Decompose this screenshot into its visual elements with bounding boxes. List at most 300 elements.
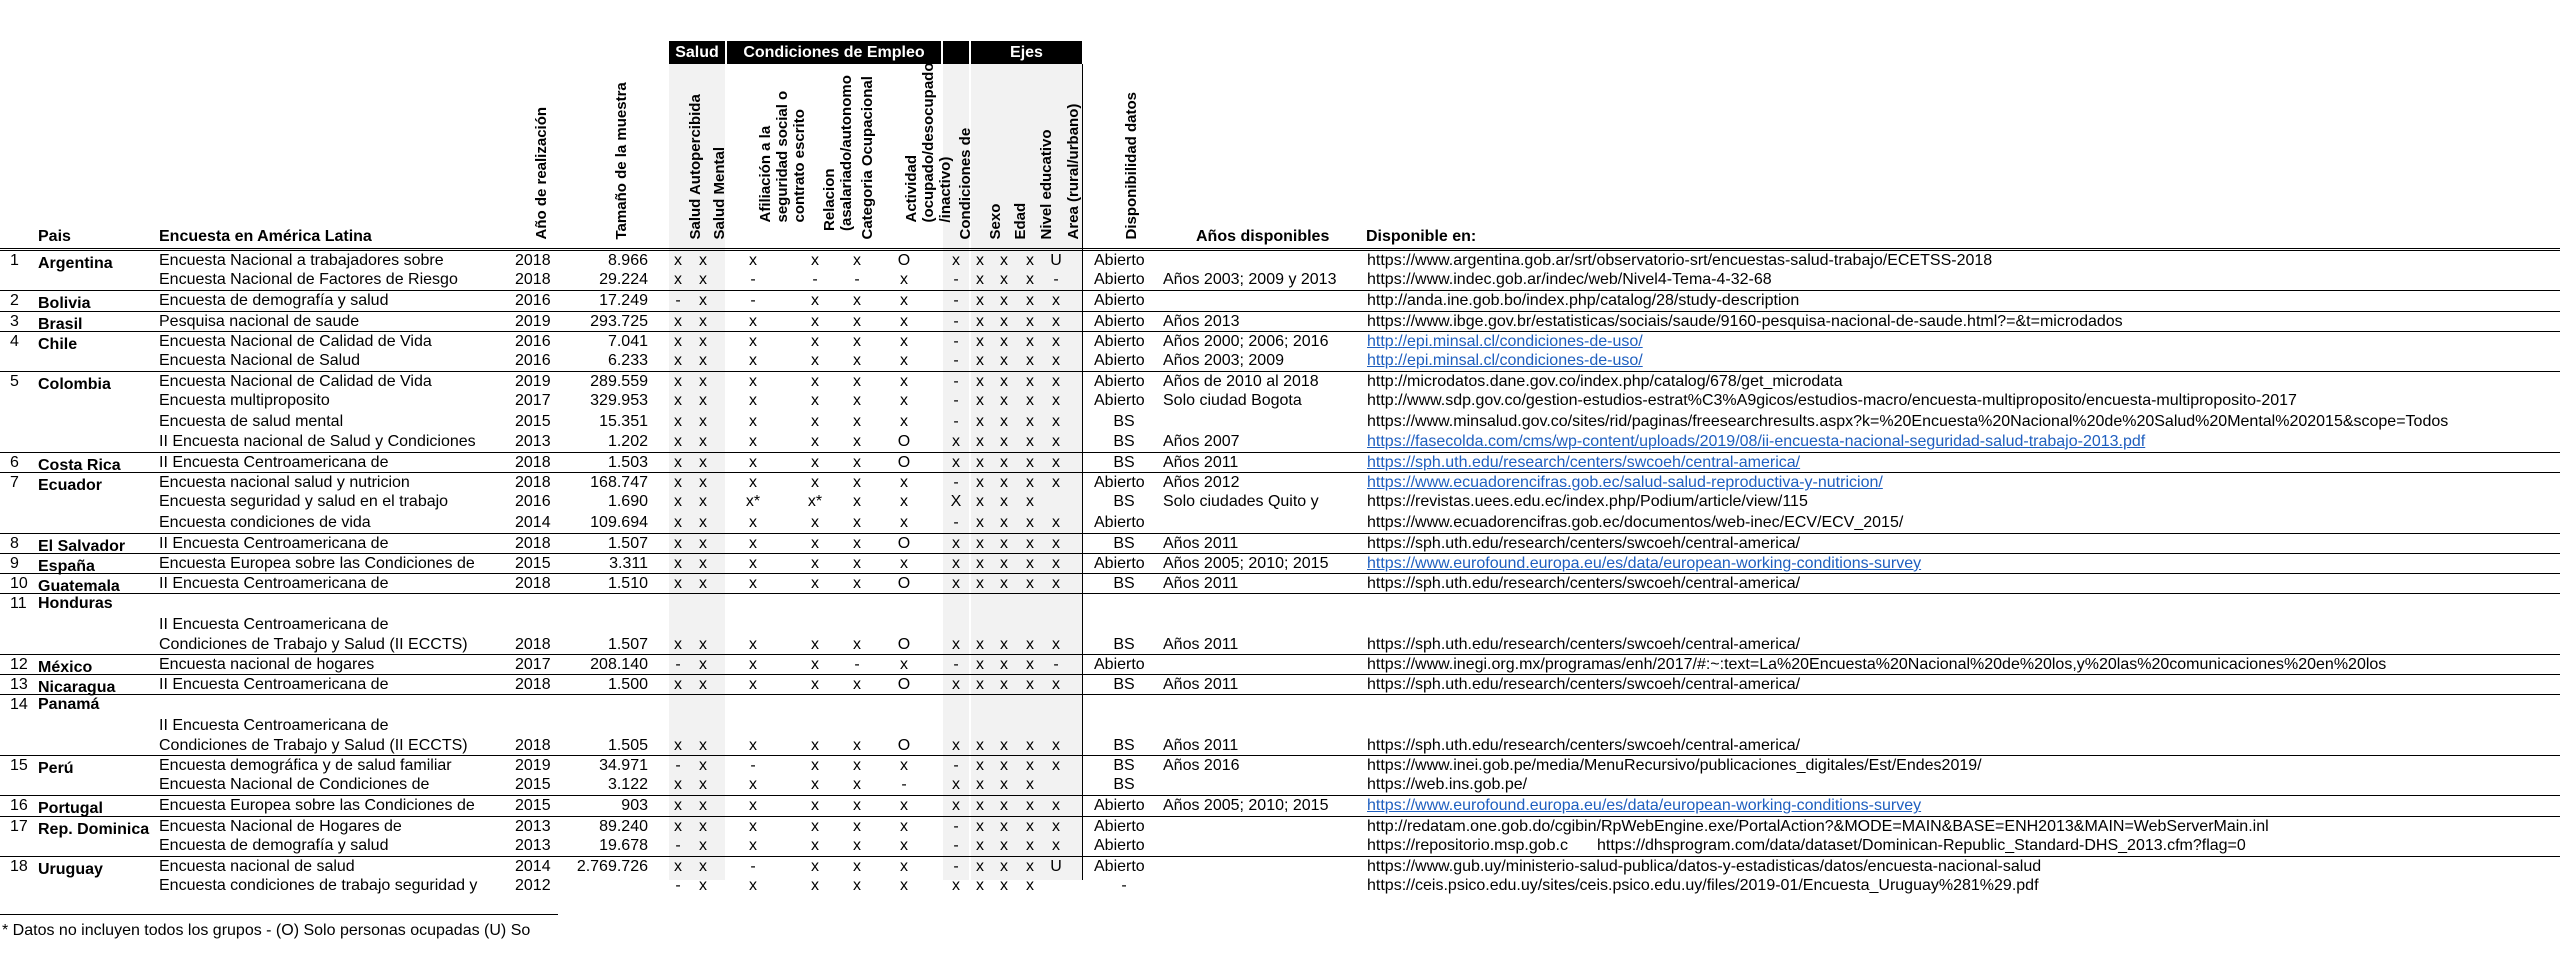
available-years: Solo ciudad Bogota [1163, 392, 1302, 410]
indicator-cell: x [699, 412, 707, 430]
indicator-cell: x [674, 817, 682, 835]
indicator-cell: x [699, 454, 707, 471]
indicator-cell: x [853, 252, 861, 269]
indicator-cell: x [811, 332, 819, 350]
survey-name: Encuesta de demografía y salud [159, 292, 389, 310]
indicator-cell: x [1000, 877, 1008, 895]
indicator-cell: x [811, 656, 819, 673]
indicator-cell: x [1026, 392, 1034, 410]
source-url: https://sph.uth.edu/research/centers/swcoeh/central-america/ [1367, 534, 1801, 552]
indicator-cell: x [674, 392, 682, 410]
indicator-cell: x [811, 817, 819, 835]
indicator-cell: x [853, 858, 861, 875]
indicator-cell: x [1000, 312, 1008, 330]
indicator-cell: x [699, 555, 707, 572]
indicator-cell: x [853, 575, 861, 593]
sample-size: 7.041 [607, 332, 648, 350]
indicator-cell: x [1052, 332, 1060, 350]
indicator-cell: x [699, 776, 707, 794]
table-row [0, 513, 2560, 533]
source-url: https://www.minsalud.gov.co/sites/rid/paginas/freesearchresults.aspx?k=%20Encuesta%20Nacional%20de%20Salud%20Mental%202015&scope=Todos [1367, 412, 2449, 430]
indicator-cell: x [699, 352, 707, 369]
indicator-cell: x [811, 352, 819, 369]
survey-name: Encuesta multiproposito [159, 392, 330, 410]
available-years: Años 2011 [1163, 534, 1239, 552]
indicator-cell: x [853, 817, 861, 835]
indicator-cell: x [674, 534, 682, 552]
indicator-cell: O [897, 432, 911, 450]
sample-size: 3.311 [609, 555, 648, 572]
indicator-cell: x [853, 352, 861, 369]
sample-size: 1.503 [607, 454, 648, 471]
available-years: Años 2003; 2009 y 2013 [1163, 271, 1337, 289]
sample-size: 8.966 [607, 252, 648, 269]
availability: Abierto [1094, 252, 1145, 269]
indicator-cell: x [1052, 555, 1060, 572]
indicator-cell: x [1000, 797, 1008, 815]
survey-name: Encuesta nacional de hogares [159, 656, 375, 673]
indicator-cell: x [1052, 836, 1060, 854]
indicator-cell: x [1000, 555, 1008, 572]
indicator-cell: x [853, 676, 861, 694]
indicator-cell: x [811, 757, 819, 774]
indicator-cell: x [853, 474, 861, 492]
survey-name: Encuesta de salud mental [159, 412, 344, 430]
sample-size: 15.351 [599, 412, 648, 430]
indicator-cell: x [674, 373, 682, 391]
source-link[interactable]: https://www.eurofound.europa.eu/es/data/european-working-conditions-survey [1367, 555, 1922, 572]
indicator-cell: x [853, 493, 861, 511]
survey-year: 2016 [515, 493, 551, 511]
row-number: 4 [10, 332, 19, 350]
indicator-cell: x [853, 432, 861, 450]
source-url: https://sph.uth.edu/research/centers/swcoeh/central-america/ [1367, 676, 1801, 694]
country-name: Panamá [38, 696, 100, 714]
indicator-cell: x [952, 252, 960, 269]
indicator-cell: x [674, 736, 682, 754]
survey-name-cont: Condiciones de Trabajo y Salud (II ECCTS) [159, 635, 468, 653]
indicator-cell: - [750, 292, 756, 310]
table-row [0, 472, 2560, 493]
header-pais: Pais [38, 228, 71, 245]
indicator-cell: x [900, 474, 908, 492]
indicator-cell: x [749, 877, 757, 895]
country-name: Perú [38, 760, 74, 777]
indicator-cell: O [897, 575, 911, 593]
sample-size: 89.240 [599, 817, 648, 835]
source-url: https://sph.uth.edu/research/centers/swcoeh/central-america/ [1367, 736, 1801, 754]
indicator-cell: x [1000, 252, 1008, 269]
indicator-cell: x [1026, 412, 1034, 430]
survey-name: Encuesta Nacional de Hogares de [159, 817, 402, 835]
indicator-cell: x [1052, 412, 1060, 430]
source-link[interactable]: https://www.ecuadorencifras.gob.ec/salud-salud-reproductiva-y-nutricion/ [1367, 474, 1883, 492]
source-link[interactable]: http://epi.minsal.cl/condiciones-de-uso/ [1367, 352, 1643, 369]
indicator-cell: x [976, 513, 984, 531]
availability: BS [1113, 412, 1135, 430]
availability: Abierto [1094, 332, 1145, 350]
indicator-cell: x [699, 575, 707, 593]
country-name: Honduras [38, 595, 113, 613]
indicator-cell: x [811, 373, 819, 391]
survey-year: 2014 [515, 513, 551, 531]
indicator-cell: x [1000, 757, 1008, 774]
indicator-cell: x [1026, 656, 1034, 673]
indicator-cell: x [1026, 373, 1034, 391]
indicator-cell: x [749, 332, 757, 350]
available-years: Solo ciudades Quito y [1163, 493, 1319, 511]
indicator-cell: - [953, 352, 959, 369]
indicator-cell: x [976, 252, 984, 269]
indicator-cell: x [900, 271, 908, 289]
indicator-cell: x [811, 776, 819, 794]
indicator-cell: x [749, 454, 757, 471]
source-url: https://web.ins.gob.pe/ [1367, 776, 1528, 794]
indicator-cell: x [976, 555, 984, 572]
indicator-cell: x [1052, 392, 1060, 410]
header-salud-mental: Salud Mental [711, 146, 728, 240]
country-name: El Salvador [38, 537, 126, 555]
indicator-cell: x [1026, 676, 1034, 694]
available-years: Años 2013 [1163, 312, 1240, 330]
indicator-cell: O [897, 635, 911, 653]
availability: BS [1113, 454, 1135, 471]
indicator-cell: x [976, 676, 984, 694]
indicator-cell: x [674, 635, 682, 653]
survey-year: 2015 [515, 555, 551, 572]
table-row [0, 755, 2560, 776]
sample-size: 1.505 [607, 736, 648, 754]
row-number: 12 [10, 656, 28, 673]
survey-name: II Encuesta Centroamericana de [159, 676, 389, 694]
indicator-cell: x [1026, 312, 1034, 330]
indicator-cell: x [699, 836, 707, 854]
indicator-cell: x [699, 877, 707, 895]
indicator-cell: x [900, 555, 908, 572]
indicator-cell: x [900, 332, 908, 350]
indicator-cell: x [674, 412, 682, 430]
indicator-cell: x [976, 776, 984, 794]
country-name: Brasil [38, 315, 83, 333]
indicator-cell: x [976, 271, 984, 289]
row-number: 7 [10, 474, 19, 492]
indicator-cell: - [953, 858, 959, 875]
footnote-rule [0, 914, 558, 915]
survey-name: Encuesta nacional de salud [159, 858, 355, 875]
availability: Abierto [1094, 555, 1145, 572]
source-url: http://redatam.one.gob.do/cgibin/RpWebEngine.exe/PortalAction?&MODE=MAIN&BASE=ENH2013&MAIN=WebServerMain.inl [1367, 817, 2269, 835]
header-rule [0, 248, 2560, 249]
indicator-cell: x [976, 292, 984, 310]
survey-name: Encuesta seguridad y salud en el trabajo [159, 493, 449, 511]
indicator-cell: x [1052, 797, 1060, 815]
availability: BS [1113, 575, 1135, 593]
survey-name: II Encuesta Centroamericana de [159, 454, 389, 471]
survey-year: 2014 [515, 858, 551, 875]
indicator-cell: x [699, 292, 707, 310]
indicator-cell: x [699, 797, 707, 815]
header-actividad: Actividad (ocupado/desocupado /inactivo) [903, 62, 954, 223]
indicator-cell: - [953, 412, 959, 430]
survey-year: 2018 [515, 474, 551, 492]
indicator-cell: x [952, 555, 960, 572]
table-row [0, 412, 2560, 432]
indicator-cell: x [976, 836, 984, 854]
table-row [0, 351, 2560, 371]
source-link[interactable]: https://www.eurofound.europa.eu/es/data/european-working-conditions-survey [1367, 797, 1922, 815]
indicator-cell: x [811, 292, 819, 310]
table-row [0, 250, 2560, 271]
indicator-cell: x [674, 676, 682, 694]
indicator-cell: x [976, 474, 984, 492]
availability: Abierto [1094, 836, 1145, 854]
sample-size: 208.140 [590, 656, 648, 673]
indicator-cell: x [674, 271, 682, 289]
indicator-cell: - [953, 392, 959, 410]
availability: BS [1113, 493, 1135, 511]
row-number: 14 [10, 696, 28, 714]
sample-size: 168.747 [590, 474, 648, 492]
available-years: Años 2011 [1163, 676, 1239, 694]
availability: BS [1113, 776, 1135, 794]
survey-name: Encuesta nacional salud y nutricion [159, 474, 410, 492]
indicator-cell: x [699, 757, 707, 774]
indicator-cell: x [1000, 513, 1008, 531]
indicator-cell: X [950, 493, 962, 511]
survey-name: Encuesta Nacional a trabajadores sobre [159, 252, 444, 269]
indicator-cell: x [1000, 817, 1008, 835]
available-years: Años 2007 [1163, 432, 1240, 450]
indicator-cell: x [1000, 432, 1008, 450]
indicator-cell: x [853, 513, 861, 531]
sample-size: 1.202 [607, 432, 648, 450]
indicator-cell: x [1000, 352, 1008, 369]
survey-year: 2016 [515, 352, 551, 369]
indicator-cell: x [749, 776, 757, 794]
available-years: Años 2011 [1163, 575, 1239, 593]
indicator-cell: x* [745, 493, 761, 511]
indicator-cell: O [897, 454, 911, 471]
indicator-cell: x [1026, 797, 1034, 815]
table-row [0, 553, 2560, 574]
indicator-cell: x [900, 757, 908, 774]
indicator-cell: x [1000, 534, 1008, 552]
sample-size: 1.500 [607, 676, 648, 694]
survey-year: 2013 [515, 432, 551, 450]
indicator-cell: x [699, 534, 707, 552]
source-link[interactable]: http://epi.minsal.cl/condiciones-de-uso/ [1367, 332, 1643, 350]
indicator-cell: x [674, 493, 682, 511]
survey-name: Encuesta condiciones de vida [159, 513, 371, 531]
survey-name: II Encuesta Centroamericana de [159, 575, 389, 593]
header-condiciones: Condiciones de [957, 127, 974, 240]
survey-year: 2017 [515, 656, 551, 673]
availability: Abierto [1094, 392, 1145, 410]
survey-year: 2019 [515, 757, 551, 774]
indicator-cell: x [811, 312, 819, 330]
indicator-cell: x [976, 858, 984, 875]
survey-year: 2018 [515, 454, 551, 471]
indicator-cell: x [1000, 271, 1008, 289]
indicator-cell: x [674, 575, 682, 593]
availability: BS [1113, 676, 1135, 694]
survey-name: Encuesta Europea sobre las Condiciones de [159, 555, 475, 572]
availability: Abierto [1094, 858, 1145, 875]
available-years: Años 2011 [1163, 454, 1239, 471]
indicator-cell: x [674, 474, 682, 492]
indicator-cell: x [1052, 292, 1060, 310]
country-name: Guatemala [38, 578, 120, 596]
table-row [0, 654, 2560, 675]
source-url: https://ceis.psico.edu.uy/sites/ceis.psico.edu.uy/files/2019-01/Encuesta_Uruguay%281%29.pdf [1367, 877, 2039, 895]
indicator-cell: x [900, 817, 908, 835]
indicator-cell: x [853, 736, 861, 754]
indicator-cell: x [1000, 392, 1008, 410]
indicator-cell: - [953, 474, 959, 492]
survey-year: 2012 [515, 877, 551, 895]
header-encuesta: Encuesta en América Latina [159, 228, 372, 245]
sample-size: 19.678 [599, 836, 648, 854]
survey-name: Encuesta condiciones de trabajo seguridad y [159, 877, 478, 895]
survey-name: II Encuesta Centroamericana de [159, 716, 389, 734]
indicator-cell: x [976, 352, 984, 369]
available-years: Años 2000; 2006; 2016 [1163, 332, 1329, 350]
row-number: 17 [10, 817, 28, 835]
indicator-cell: x [853, 797, 861, 815]
source-url: http://microdatos.dane.gov.co/index.php/catalog/678/get_microdata [1367, 373, 1843, 391]
indicator-cell: x [749, 513, 757, 531]
indicator-cell: x [674, 797, 682, 815]
indicator-cell: x [976, 332, 984, 350]
source-link[interactable]: https://sph.uth.edu/research/centers/swcoeh/central-america/ [1367, 454, 1801, 471]
indicator-cell: x [674, 555, 682, 572]
row-number: 8 [10, 534, 19, 552]
table-row [0, 290, 2560, 311]
row-number: 3 [10, 312, 19, 330]
indicator-cell: x [749, 635, 757, 653]
indicator-cell: x [1026, 432, 1034, 450]
table-row [0, 311, 2560, 332]
row-number: 2 [10, 292, 19, 310]
indicator-cell: x [853, 877, 861, 895]
survey-year: 2013 [515, 836, 551, 854]
row-number: 15 [10, 757, 28, 774]
indicator-cell: x [1052, 352, 1060, 369]
indicator-cell: x [853, 534, 861, 552]
indicator-cell: x [1026, 555, 1034, 572]
source-url: https://sph.uth.edu/research/centers/swcoeh/central-america/ [1367, 575, 1801, 593]
indicator-cell: x [976, 432, 984, 450]
source-link[interactable]: https://fasecolda.com/cms/wp-content/uploads/2019/08/ii-encuesta-nacional-seguridad-salud-trabajo-2013.pdf [1367, 432, 2146, 450]
indicator-cell: x [1052, 817, 1060, 835]
sample-size: 1.690 [607, 493, 648, 511]
indicator-cell: - [953, 836, 959, 854]
indicator-cell: x [699, 252, 707, 269]
survey-name: Encuesta de demografía y salud [159, 836, 389, 854]
indicator-cell: x [1052, 676, 1060, 694]
indicator-cell: - [1053, 656, 1059, 673]
availability: BS [1113, 757, 1135, 774]
country-name: Portugal [38, 800, 103, 818]
indicator-cell: x [1026, 817, 1034, 835]
indicator-cell: x [853, 292, 861, 310]
indicator-cell: x [1052, 513, 1060, 531]
indicator-cell: - [953, 271, 959, 289]
indicator-cell: x [853, 757, 861, 774]
available-years: Años 2012 [1163, 474, 1240, 492]
country-name: Chile [38, 335, 78, 353]
indicator-cell: x [811, 513, 819, 531]
country-name: Rep. Dominica [38, 820, 150, 838]
indicator-cell: x [853, 312, 861, 330]
indicator-cell: x* [807, 493, 823, 511]
row-number: 16 [10, 797, 28, 815]
row-number: 10 [10, 575, 28, 593]
indicator-cell: - [812, 271, 818, 289]
indicator-cell: x [900, 858, 908, 875]
indicator-cell: O [897, 534, 911, 552]
availability: Abierto [1094, 292, 1145, 310]
indicator-cell: x [1052, 635, 1060, 653]
indicator-cell: x [749, 555, 757, 572]
availability: Abierto [1094, 817, 1145, 835]
source-url: https://www.indec.gob.ar/indec/web/Nivel4-Tema-4-32-68 [1367, 271, 1772, 289]
survey-year: 2016 [515, 332, 551, 350]
indicator-cell: U [1050, 252, 1062, 269]
indicator-cell: x [674, 432, 682, 450]
indicator-cell: x [1052, 757, 1060, 774]
indicator-cell: x [811, 392, 819, 410]
country-name: Argentina [38, 255, 113, 272]
header-edad: Edad [1012, 202, 1029, 240]
indicator-cell: x [811, 877, 819, 895]
row-number: 1 [10, 252, 19, 269]
indicator-cell: x [1000, 635, 1008, 653]
indicator-cell: x [1026, 292, 1034, 310]
table-row [0, 836, 2560, 856]
indicator-cell: O [897, 736, 911, 754]
indicator-cell: x [952, 877, 960, 895]
sample-size: 34.971 [599, 757, 648, 774]
survey-year: 2013 [515, 817, 551, 835]
survey-name: II Encuesta Centroamericana de [159, 534, 389, 552]
indicator-cell: - [675, 757, 681, 774]
indicator-cell: x [976, 877, 984, 895]
country-name: Bolivia [38, 295, 91, 313]
indicator-cell: x [900, 877, 908, 895]
survey-year: 2018 [515, 575, 551, 593]
availability: BS [1113, 635, 1135, 653]
survey-name: II Encuesta Centroamericana de [159, 615, 389, 633]
indicator-cell: x [749, 817, 757, 835]
indicator-cell: x [1026, 252, 1034, 269]
indicator-cell: - [750, 858, 756, 875]
availability: BS [1113, 534, 1135, 552]
survey-year: 2018 [515, 676, 551, 694]
country-name: Colombia [38, 376, 111, 394]
survey-year: 2019 [515, 312, 551, 330]
availability: Abierto [1094, 271, 1145, 289]
survey-name: II Encuesta nacional de Salud y Condiciones [159, 432, 476, 450]
indicator-cell: x [699, 332, 707, 350]
indicator-cell: - [1053, 271, 1059, 289]
indicator-cell: x [699, 736, 707, 754]
group-header-ejes: Ejes [971, 41, 1082, 64]
indicator-cell: x [749, 575, 757, 593]
indicator-cell: x [976, 373, 984, 391]
indicator-cell: - [953, 817, 959, 835]
indicator-cell: x [674, 252, 682, 269]
